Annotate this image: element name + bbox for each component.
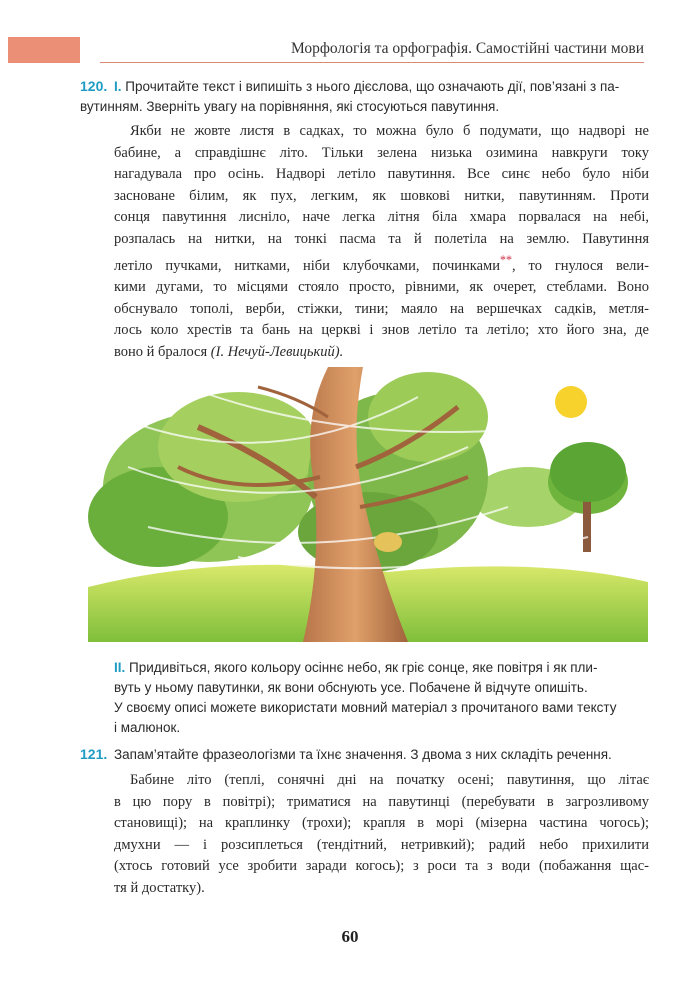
author-citation: (І. Нечуй-Левицький). bbox=[210, 343, 344, 360]
text-line-last: тя й достатку). bbox=[114, 879, 205, 896]
text-line: в цю пору в повітрі); триматися на павутинці (перебувати в загрозливому bbox=[114, 793, 649, 810]
page-number: 60 bbox=[341, 927, 359, 946]
text-line: (хтось готовий усе зробити заради когось); з роси та з води (побажання щас- bbox=[114, 858, 649, 874]
chapter-tab bbox=[8, 37, 80, 63]
part2-line: Придивіться, якого кольору осіннє небо, як гріє сонце, яке повітря і як пли- bbox=[129, 660, 598, 675]
text-line: розпалась на нитки, на тонкі пасма та й полетіла на землю. Павутиння bbox=[114, 230, 649, 247]
text-segment: летіло пучками, нитками, ніби клубочками, починками bbox=[114, 257, 500, 274]
text-line: Бабине літо (теплі, сонячні дні на початку осені; павутиння, що літає bbox=[130, 772, 649, 788]
text-line: обснувало тополі, верби, стіжки, тини; маяло на вершечках садків, метля- bbox=[114, 300, 649, 317]
text-line: засноване білим, як пух, легким, як шовкові нитки, павутинням. Проти bbox=[114, 187, 649, 204]
text-line: нагадувала про осінь. Надворі летіло павутиння. Все синє небо було ніби bbox=[114, 166, 649, 182]
text-line: сонця павутиння лисніло, наче легка літня біла хмара порвалася на небі, bbox=[114, 209, 649, 225]
footnote-mark: ** bbox=[499, 253, 513, 267]
header-rule bbox=[100, 62, 644, 63]
task-121-number: 121. bbox=[80, 746, 108, 762]
task-120-number: 120. bbox=[80, 78, 108, 94]
text-line: бабине, а справдішнє літо. Тільки зелена низька озимина навкруги току bbox=[114, 144, 649, 161]
task-120-part2 bbox=[114, 658, 649, 738]
text-segment: , то гнулося вели- bbox=[512, 257, 649, 274]
text-line-with-footnote bbox=[114, 250, 649, 277]
task-120-part1-label: І. bbox=[114, 79, 122, 94]
part2-line: вуть у ньому павутинки, як вони обснують усе. Побачене й відчуте опишіть. bbox=[114, 680, 588, 695]
text-line: дмухни — і розсиплеться (тендітний, нетривкий); радий небо прихилити bbox=[114, 836, 649, 853]
task-120-text bbox=[114, 121, 649, 363]
task-120-part2-label: ІІ. bbox=[114, 660, 126, 675]
autumn-tree-illustration bbox=[88, 357, 648, 642]
task-121-text bbox=[114, 770, 649, 899]
text-line: становищі); на краплинку (трохи); крапля в морі (мізерна частина чогось); bbox=[114, 815, 649, 831]
text-segment: воно й бралося bbox=[114, 343, 211, 360]
text-line: кими дугами, то місцями стояло просто, рівними, як очерет, стеблами. Воно bbox=[114, 279, 649, 296]
text-line: Якби не жовте листя в садках, то можна було б подумати, що надворі не bbox=[130, 123, 649, 139]
task-120-instruction-line2: вутинням. Зверніть увагу на порівняння, які стосуються павутиння. bbox=[80, 99, 500, 114]
part2-line: У своєму описі можете використати мовний матеріал з прочитаного вами тексту bbox=[114, 700, 617, 715]
text-line: лось коло хрестів та бань на церкві і знов летіло та летіло; хто його зна, де bbox=[114, 322, 649, 339]
task-121-instruction: Запам’ятайте фразеологізми та їхнє значення. З двома з них складіть речення. bbox=[114, 747, 612, 762]
task-120-instruction-line1: Прочитайте текст і випишіть з нього дієслова, що означають дії, пов’язані з па- bbox=[125, 79, 620, 94]
page-header-title: Морфологія та орфографія. Самостійні частини мови bbox=[290, 40, 644, 57]
part2-line: і малюнок. bbox=[114, 720, 181, 735]
